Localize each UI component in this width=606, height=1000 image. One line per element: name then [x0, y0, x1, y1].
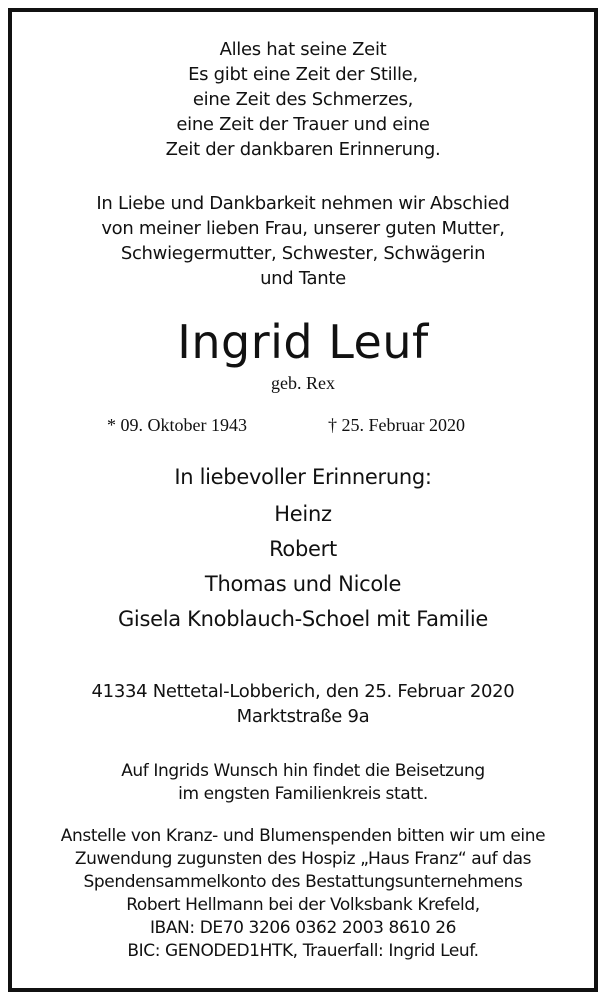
mourner-name: Robert: [269, 537, 337, 561]
intro-line: In Liebe und Dankbarkeit nehmen wir Abschied: [96, 193, 510, 214]
intro-line: von meiner lieben Frau, unserer guten Mutter,: [101, 218, 505, 239]
deceased-name: Ingrid Leuf: [177, 315, 429, 369]
donation-note-line: Zuwendung zugunsten des Hospiz „Haus Franz“ auf das: [74, 849, 532, 869]
mourner-name: Heinz: [274, 502, 332, 526]
mourner-name: Gisela Knoblauch-Schoel mit Familie: [117, 607, 489, 631]
maiden-name: geb. Rex: [271, 373, 335, 393]
donation-note-line: Spendensammelkonto des Bestattungsunternehmens: [83, 872, 523, 892]
poem-line: eine Zeit des Schmerzes,: [192, 89, 414, 110]
mourner-name: Thomas und Nicole: [204, 572, 402, 596]
poem-line: Es gibt eine Zeit der Stille,: [188, 64, 418, 85]
place-date-line: 41334 Nettetal-Lobberich, den 25. Februar 2020: [91, 681, 515, 702]
funeral-note-line: im engsten Familienkreis statt.: [178, 784, 428, 804]
birth-date: * 09. Oktober 1943: [107, 415, 247, 435]
death-date: † 25. Februar 2020: [328, 415, 465, 435]
poem-line: Zeit der dankbaren Erinnerung.: [165, 139, 441, 160]
poem-line: Alles hat seine Zeit: [219, 39, 387, 60]
poem-line: eine Zeit der Trauer und eine: [176, 114, 430, 135]
iban-line: IBAN: DE70 3206 0362 2003 8610 26: [149, 918, 457, 938]
intro-line: und Tante: [260, 268, 346, 289]
bic-line: BIC: GENODED1HTK, Trauerfall: Ingrid Leuf.: [127, 941, 479, 961]
donation-note-line: Anstelle von Kranz- und Blumenspenden bitten wir um eine: [60, 826, 546, 846]
mourners-heading: In liebevoller Erinnerung:: [174, 465, 432, 489]
funeral-note-line: Auf Ingrids Wunsch hin findet die Beisetzung: [121, 761, 485, 781]
intro-line: Schwiegermutter, Schwester, Schwägerin: [120, 243, 486, 264]
street-line: Marktstraße 9a: [236, 706, 370, 727]
donation-note-line: Robert Hellmann bei der Volksbank Krefeld,: [126, 895, 480, 915]
